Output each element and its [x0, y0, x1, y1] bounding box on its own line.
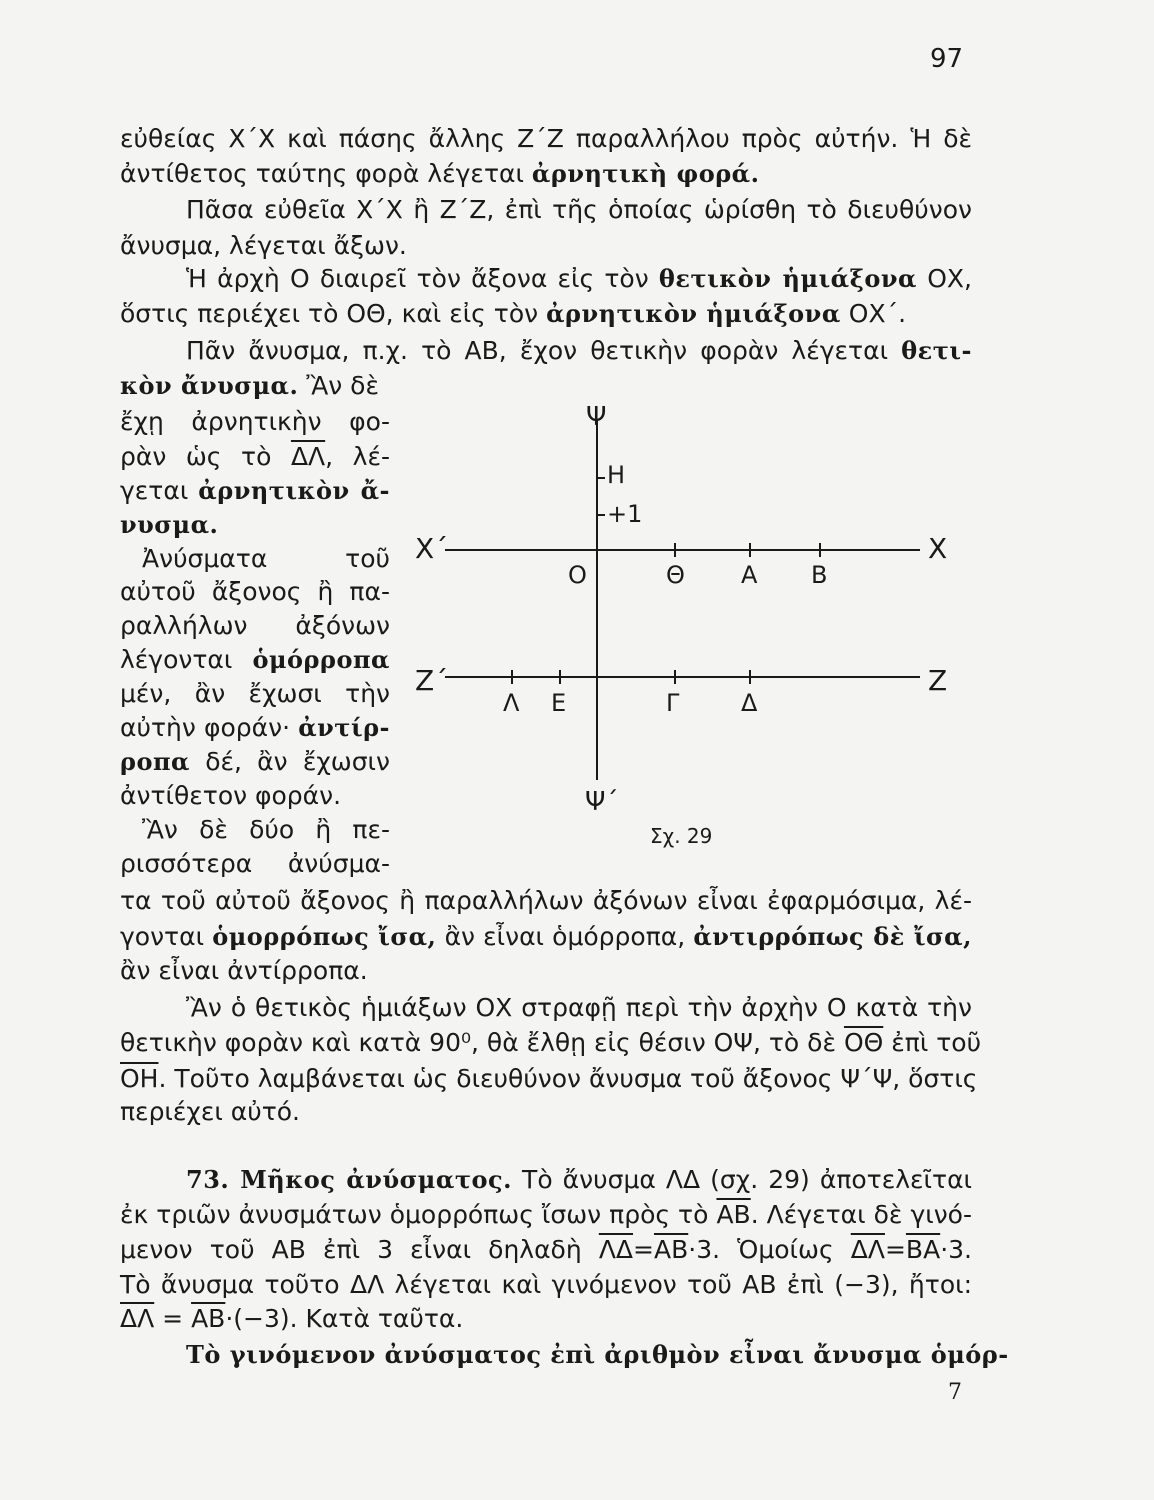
vector-symbol: $\overline{OH}$ [120, 1064, 159, 1093]
label-eta: Η [607, 461, 626, 489]
text-line [120, 262, 972, 296]
term-negative-vector: ἀρνητικὸν ἄ- [198, 476, 390, 505]
section-heading-line [120, 1163, 972, 1197]
text-span: ὅστις περιέχει τὸ ΟΘ, καὶ εἰς τὸν [120, 299, 539, 328]
text-span: ρὰν ὡς τὸ [120, 442, 272, 471]
text-span: ἐκ τριῶν ἀνυσμάτων ὁμορρόπως ἴσων πρὸς τὸ [120, 1200, 709, 1229]
text-span: αὐτὴν φοράν· [120, 713, 291, 742]
text-span: ἐπὶ τοῦ [891, 1028, 982, 1057]
text-line [120, 369, 390, 403]
signature-number: 7 [948, 1380, 962, 1405]
text-line [120, 1198, 972, 1232]
text-span: δέ, ἂν ἔχωσιν [205, 747, 390, 776]
term-positive-vector: κὸν ἄνυσμα. [120, 371, 299, 400]
text-line [120, 1233, 972, 1267]
text-span: ΟΧ, [927, 264, 972, 293]
text-line [120, 920, 972, 954]
label-z-prime: Ζ΄ [415, 664, 449, 697]
label-b: Β [811, 561, 828, 589]
text-span: ·(−3). Κατὰ ταῦτα. [225, 1304, 464, 1333]
text-line: ρισσότερα ἀνύσμα- [120, 849, 390, 878]
label-gamma: Γ [666, 689, 680, 717]
label-epsilon: Ε [551, 689, 567, 717]
vector-symbol: $\overline{\Delta\Lambda}$ [850, 1235, 885, 1264]
vector-symbol: $\overline{BA}$ [905, 1235, 941, 1264]
text-line [120, 440, 390, 474]
term-negative-vector: νυσμα. [120, 510, 219, 539]
text-span: ἀντίθετος ταύτης φορὰ λέγεται [120, 159, 524, 188]
label-x: Χ [928, 532, 948, 565]
page-number: 97 [930, 44, 964, 74]
text-span: = [154, 1304, 192, 1333]
label-a: Α [741, 561, 758, 589]
text-span: γεται [120, 476, 189, 505]
text-line: Ἂν ὁ θετικὸς ἡμιάξων ΟΧ στραφῇ περὶ τὴν ἀρχὴν Ο κατὰ τὴν [186, 993, 972, 1022]
text-span: Ἂν δὲ [306, 371, 379, 400]
text-span: , λέ- [325, 442, 390, 471]
vector-symbol: $\overline{AB}$ [191, 1304, 226, 1333]
term-positive-half-axis: θετικὸν ἡμιάξονα [658, 264, 917, 293]
text-line: Πᾶσα εὐθεῖα Χ΄Χ ἢ Ζ΄Ζ, ἐπὶ τῆς ὁποίας ὡρίσθη τὸ διευθύνον [186, 195, 972, 224]
figure-29 [400, 395, 960, 865]
text-line [120, 334, 972, 368]
term-opposite-direction: ἀντίρ- [298, 713, 390, 742]
label-plus-one: +1 [607, 500, 643, 528]
section-title: 73. Μῆκος ἀνύσματος. [186, 1165, 512, 1194]
vector-symbol: $\overline{\Lambda\Delta}$ [598, 1235, 634, 1264]
term-equal-opposite: ἀντιρρόπως δὲ ἴσα, [693, 922, 972, 951]
text-span: ·3. Ὁμοίως [688, 1235, 834, 1264]
text-span: = [884, 1235, 906, 1264]
text-span: ἂν εἶναι ὁμόρροπα, [444, 922, 686, 951]
text-line: Τὸ γινόμενον ἀνύσματος ἐπὶ ἀριθμὸν εἶναι ἄνυσμα ὁμόρ- [186, 1340, 1009, 1369]
text-span: Πᾶν ἄνυσμα, π.χ. τὸ ΑΒ, ἔχον θετικὴν φορὰν λέγεται [186, 336, 889, 365]
label-delta: Δ [741, 689, 758, 717]
text-line: τα τοῦ αὐτοῦ ἄξονος ἢ παραλλήλων ἀξόνων εἶναι ἐφαρμόσιμα, λέ- [120, 886, 972, 915]
text-span: γονται [120, 922, 205, 951]
label-theta: Θ [666, 561, 685, 589]
label-o: Ο [568, 561, 587, 589]
text-line: μέν, ἂν ἔχωσι τὴν [120, 679, 390, 708]
text-line: Ἀνύσματα τοῦ [142, 544, 390, 573]
vector-symbol: $\overline{AB}$ [716, 1200, 751, 1229]
label-psi-prime: Ψ΄ [585, 787, 619, 817]
text-line [120, 1302, 972, 1336]
term-positive-vector: θετι- [901, 336, 972, 365]
text-span: Ἡ ἀρχὴ Ο διαιρεῖ τὸν ἄξονα εἰς τὸν [186, 264, 649, 293]
text-line: ἔχῃ ἀρνητικὴν φο- [120, 407, 390, 436]
text-span: ·3. [940, 1235, 972, 1264]
text-span: θετικὴν φορὰν καὶ κατὰ 90⁰, θὰ ἔλθῃ εἰς θέσιν ΟΨ, τὸ δὲ [120, 1028, 836, 1057]
text-line [120, 643, 390, 677]
text-span: . Λέγεται δὲ γινό- [750, 1200, 972, 1229]
figure-caption: Σχ. 29 [650, 824, 713, 848]
text-span: . Τοῦτο λαμβάνεται ὡς διευθύνον ἄνυσμα τοῦ ἄξονος Ψ΄Ψ, ὅστις [158, 1064, 978, 1093]
text-span: μενον τοῦ ΑΒ ἐπὶ 3 εἶναι δηλαδὴ [120, 1235, 582, 1264]
term-equal-same: ὁμορρόπως ἴσα, [212, 922, 437, 951]
text-line [120, 1062, 978, 1096]
text-line [120, 711, 390, 745]
term-negative-half-axis: ἀρνητικὸν ἡμιάξονα [546, 299, 841, 328]
label-x-prime: Χ΄ [415, 532, 449, 565]
text-line [120, 508, 390, 542]
text-span: λέγονται [120, 645, 233, 674]
text-line: ἂν εἶναι ἀντίρροπα. [120, 956, 368, 985]
text-line [120, 157, 972, 191]
vector-symbol: $\overline{AB}$ [653, 1235, 689, 1264]
text-line: αὐτοῦ ἄξονος ἢ πα- [120, 577, 390, 606]
text-line: ἀντίθετον φοράν. [120, 781, 342, 810]
text-line: ἄνυσμα, λέγεται ἄξων. [120, 231, 407, 260]
vector-symbol: $\overline{O\Theta}$ [843, 1028, 884, 1057]
label-z: Ζ [928, 664, 948, 697]
vector-symbol: $\overline{\Delta\Lambda}$ [120, 1304, 155, 1333]
text-line [120, 474, 390, 508]
text-line [120, 1026, 982, 1060]
text-line: εὐθείας Χ΄Χ καὶ πάσης ἄλλης Ζ΄Ζ παραλλήλου πρὸς αὐτήν. Ἡ δὲ [120, 124, 972, 153]
text-span: Τὸ ἄνυσμα ΛΔ (σχ. 29) ἀποτελεῖται [522, 1165, 973, 1194]
text-line: περιέχει αὐτό. [120, 1097, 301, 1126]
text-span: ΟΧ΄. [848, 299, 907, 328]
term-opposite-direction: ροπα [120, 747, 191, 776]
term-same-direction: ὁμόρροπα [252, 645, 390, 674]
text-line [120, 745, 390, 779]
text-line: Ἂν δὲ δύο ἢ πε- [142, 815, 390, 844]
label-psi: Ψ [586, 402, 607, 432]
vector-symbol: $\overline{\Delta\Lambda}$ [290, 442, 326, 471]
label-lambda: Λ [503, 689, 520, 717]
text-span: = [633, 1235, 654, 1264]
text-line: ραλλήλων ἀξόνων [120, 611, 390, 640]
term-negative-direction: ἀρνητικὴ φορά. [531, 159, 760, 188]
text-line: Τὸ ἄνυσμα τοῦτο ΔΛ λέγεται καὶ γινόμενον τοῦ ΑΒ ἐπὶ (−3), ἤτοι: [120, 1270, 972, 1299]
text-line [120, 297, 972, 331]
